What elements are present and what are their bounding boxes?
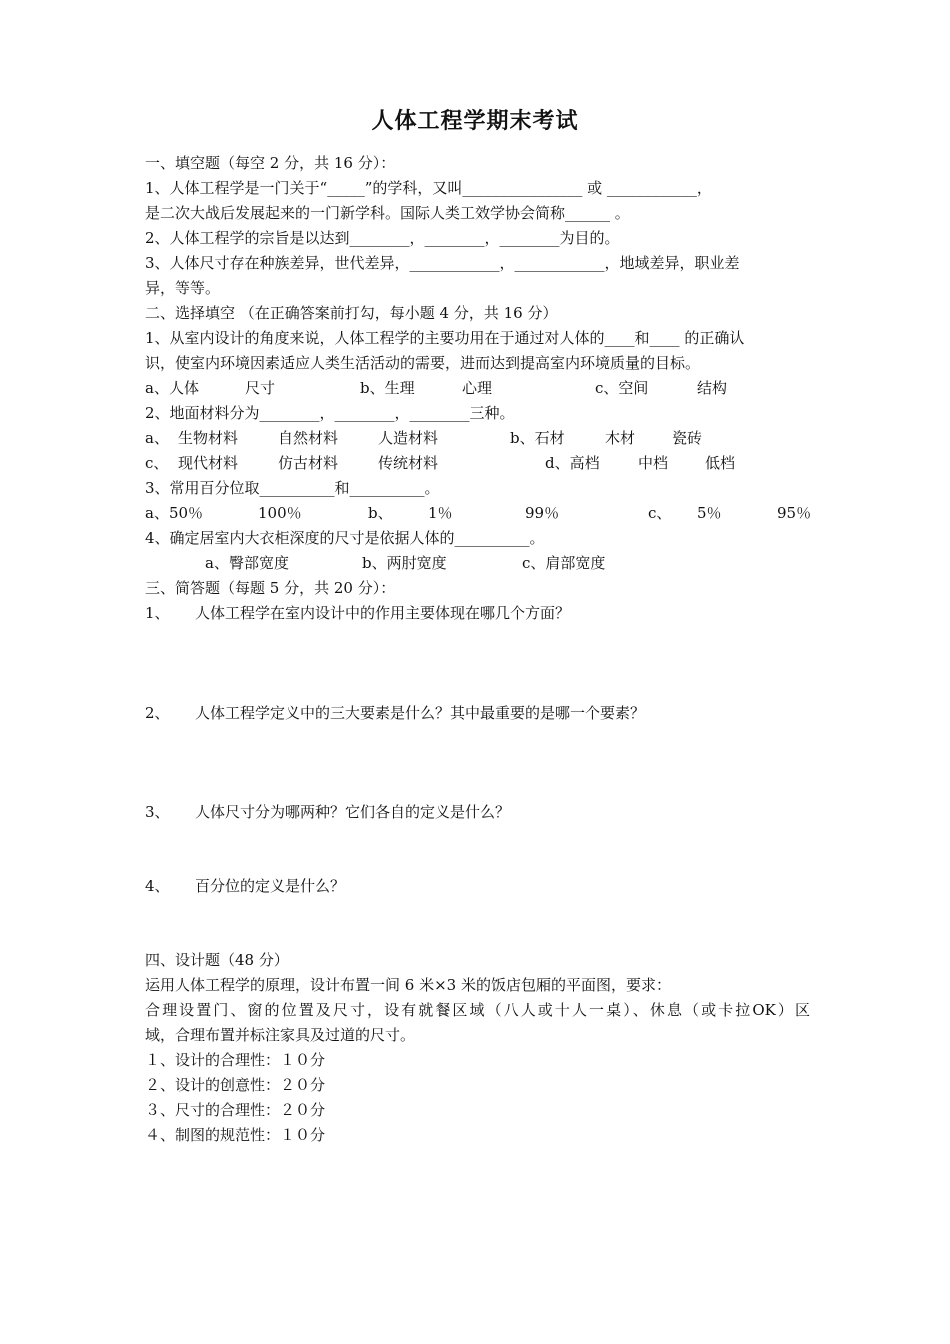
option-text: 心理 <box>462 379 493 397</box>
option-text: b、两肘宽度 <box>362 554 447 572</box>
option-text: 中档 <box>638 454 669 472</box>
criteria-item: １、设计的合理性：１０分 <box>145 1051 326 1069</box>
section2-q3: 3、常用百分位取__________和__________。 <box>145 479 440 497</box>
option-text: d、高档 <box>545 454 600 472</box>
section4-line1: 运用人体工程学的原理，设计布置一间 6 米×3 米的饭店包厢的平面图，要求： <box>145 976 671 994</box>
section2-heading: 二、选择填空 （在正确答案前打勾，每小题 4 分，共 16 分） <box>145 304 558 322</box>
section4-line2: 合理设置门、窗的位置及尺寸，设有就餐区域（八人或十人一桌）、休息（或卡拉OK）区 <box>145 1001 810 1019</box>
question-text: 人体尺寸分为哪两种？它们各自的定义是什么？ <box>195 803 511 821</box>
option-text: b、 <box>368 504 393 522</box>
section2-q2: 2、地面材料分为________，________，________三种。 <box>145 404 515 422</box>
criteria-item: ４、制图的规范性：１０分 <box>145 1126 326 1144</box>
question-number: 2、 <box>145 704 170 722</box>
question-text: 人体工程学定义中的三大要素是什么？其中最重要的是哪一个要素？ <box>195 704 646 722</box>
question-number: 3、 <box>145 803 170 821</box>
section1-q1-line1: 1、人体工程学是一门关于“_____”的学科，又叫________________ 或 ____________， <box>145 179 712 197</box>
option-text: 生物材料 <box>178 429 239 447</box>
option-text: 5％ <box>697 504 722 522</box>
section2-q1-line1: 1、从室内设计的角度来说，人体工程学的主要功用在于通过对人体的____和____ 的正确认 <box>145 329 745 347</box>
option-text: c、 <box>648 504 672 522</box>
option-text: 低档 <box>705 454 736 472</box>
option-text: c、肩部宽度 <box>522 554 606 572</box>
option-text: 100％ <box>258 504 302 522</box>
question-number: 4、 <box>145 877 170 895</box>
option-text: 人造材料 <box>378 429 439 447</box>
option-text: a、臀部宽度 <box>205 554 289 572</box>
section3-heading: 三、简答题（每题 5 分，共 20 分）： <box>145 579 396 597</box>
page-title: 人体工程学期末考试 <box>371 109 579 134</box>
section4-line3: 域，合理布置并标注家具及过道的尺寸。 <box>145 1026 416 1044</box>
option-text: 自然材料 <box>278 429 339 447</box>
section2-q1-line2: 识，使室内环境因素适应人类生活活动的需要，进而达到提高室内环境质量的目标。 <box>145 354 701 372</box>
option-text: 传统材料 <box>378 454 439 472</box>
section1-q3-line1: 3、人体尺寸存在种族差异，世代差异，____________，____________，地域差异，职业差 <box>145 254 740 272</box>
section2-q4: 4、确定居室内大衣柜深度的尺寸是依据人体的__________。 <box>145 529 545 547</box>
option-text: 尺寸 <box>245 379 276 397</box>
section1-q3-line2: 异，等等。 <box>145 279 221 297</box>
option-text: 瓷砖 <box>672 429 703 447</box>
option-text: 结构 <box>697 379 728 397</box>
question-text: 百分位的定义是什么？ <box>195 877 346 895</box>
option-text: a、50％ <box>145 504 204 522</box>
question-text: 人体工程学在室内设计中的作用主要体现在哪几个方面？ <box>195 604 571 622</box>
option-text: b、石材 <box>510 429 565 447</box>
option-text: 木材 <box>605 429 636 447</box>
section1-heading: 一、填空题（每空 2 分，共 16 分）： <box>145 154 396 172</box>
option-text: 95％ <box>777 504 812 522</box>
criteria-item: ３、尺寸的合理性：２０分 <box>145 1101 326 1119</box>
criteria-item: ２、设计的创意性：２０分 <box>145 1076 326 1094</box>
option-text: 99％ <box>525 504 560 522</box>
section1-q2: 2、人体工程学的宗旨是以达到________，________，________为目的。 <box>145 229 620 247</box>
option-text: 仿古材料 <box>278 454 339 472</box>
section1-q1-line2: 是二次大战后发展起来的一门新学科。国际人类工效学协会简称______ 。 <box>145 204 630 222</box>
option-text: 现代材料 <box>178 454 239 472</box>
question-number: 1、 <box>145 604 170 622</box>
section4-heading: 四、设计题（48 分） <box>145 951 289 969</box>
option-text: b、生理 <box>360 379 415 397</box>
option-text: 1％ <box>428 504 453 522</box>
option-text: a、 <box>145 429 169 447</box>
option-text: a、人体 <box>145 379 199 397</box>
option-text: c、 <box>145 454 169 472</box>
option-text: c、空间 <box>595 379 649 397</box>
